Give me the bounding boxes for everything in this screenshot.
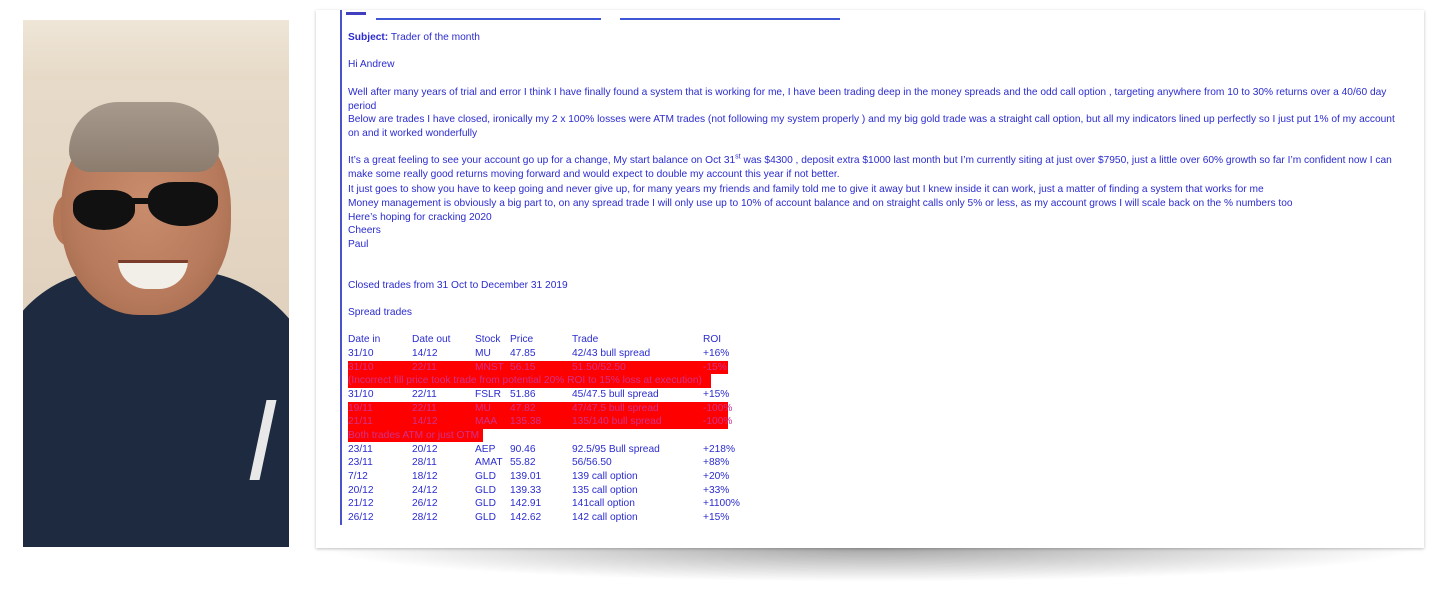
subject-label: Subject: [348,32,389,43]
cell-date-out: 22/11 [412,402,437,414]
cell-trade: 56/56.50 [572,457,612,469]
cell-trade: 47/47.5 bull spread [572,402,659,414]
cell-roi: +15% [703,388,730,400]
cell-price: 47.85 [510,348,536,359]
cell-roi: +20% [703,470,730,482]
cell-price: 135.38 [510,416,542,428]
header-date-in: Date in [348,334,381,345]
paragraph: Here’s hoping for cracking 2020 [348,212,492,223]
cell-price: 56.15 [510,361,536,373]
cell-price: 90.46 [510,443,536,455]
row-note: Both trades ATM or just OTM [348,429,480,441]
header-stock: Stock [475,334,501,345]
cell-stock: MU [475,348,491,359]
cell-stock: AMAT [475,457,503,469]
cell-price: 55.82 [510,457,536,469]
photo-hair [69,102,219,172]
cell-price: 51.86 [510,388,536,400]
cell-stock: GLD [475,511,496,523]
cell-date-in: 7/12 [348,470,368,482]
cell-trade: 139 call option [572,470,638,482]
cell-roi: +15% [703,511,730,523]
sunglasses-bridge [131,198,153,204]
cell-trade: 141call option [572,498,635,510]
trader-photo [23,20,289,547]
cell-stock: GLD [475,484,496,496]
spread-trades-title: Spread trades [348,307,412,318]
cell-date-in: 21/11 [348,416,373,428]
cell-date-in: 20/12 [348,484,374,496]
cell-date-out: 22/11 [412,388,437,400]
subject-text: Trader of the month [390,32,480,43]
cell-roi: -15% [703,361,727,373]
cell-price: 139.01 [510,470,542,482]
cell-date-out: 18/12 [412,470,438,482]
photo-background [23,20,289,80]
email-document [316,10,1424,548]
paragraph [348,154,1408,181]
cell-stock: MAA [475,416,498,428]
cell-date-in: 31/10 [348,388,374,400]
sunglasses-right-lens [148,182,218,226]
quote-bar [340,10,342,525]
cell-price: 142.62 [510,511,542,523]
cell-date-out: 24/12 [412,484,438,496]
cell-date-in: 21/12 [348,498,374,510]
cell-date-in: 19/11 [348,402,373,414]
cell-date-in: 23/11 [348,443,373,455]
cell-trade: 142 call option [572,511,638,523]
cell-roi: +16% [703,348,730,359]
cell-roi: +33% [703,484,730,496]
cell-date-in: 31/10 [348,361,374,373]
cell-roi: -100% [703,402,733,414]
row-highlight [348,361,728,375]
cell-stock: GLD [475,470,496,482]
paragraph: Money management is obviously a big part to, on any spread trade I will only use up to 10% of account balance and on straight calls only 5% or less, as my account grows I will scale back on the % numbers too [348,198,1293,209]
sunglasses-left-lens [73,190,135,230]
paragraph-text: It’s a great feeling to see your account go up for a change, My start balance on Oct 31 [348,155,736,166]
cell-stock: AEP [475,443,496,455]
row-highlight [348,402,728,416]
cell-date-out: 20/12 [412,443,438,455]
cut-email-link[interactable] [620,18,840,20]
header-price: Price [510,334,534,345]
cell-price: 47.82 [510,402,536,414]
cell-date-out: 28/11 [412,457,437,469]
cell-date-in: 23/11 [348,457,373,469]
cell-stock: GLD [475,498,496,510]
cell-date-out: 26/12 [412,498,438,510]
paragraph: Well after many years of trial and error I think I have finally found a system that is working for me, I have been trading deep in the money spreads and the odd call option , targeting anywhere from 10 to 30% returns over a 40/60 day period [348,87,1387,112]
header-date-out: Date out [412,334,451,345]
cell-price: 142.91 [510,498,542,510]
paragraph: It just goes to show you have to keep going and never give up, for many years my friends and family told me to give it away but I knew inside it can work, just a matter of finding a system that works for me [348,184,1264,195]
subject-line [348,31,480,45]
cell-roi: +88% [703,457,730,469]
cell-date-in: 26/12 [348,511,374,523]
cell-roi: -100% [703,416,733,428]
header-roi: ROI [703,334,722,345]
greeting: Hi Andrew [348,59,395,70]
cell-date-out: 14/12 [412,348,438,359]
cell-date-out: 22/11 [412,361,437,373]
signoff: Cheers [348,225,381,236]
superscript: st [735,153,741,161]
cell-trade: 135/140 bull spread [572,416,662,428]
cut-header-label [346,12,366,15]
cut-email-link[interactable] [376,18,601,20]
header-trade: Trade [572,334,599,345]
cell-stock: FSLR [475,388,502,400]
cell-stock: MU [475,402,491,414]
cell-date-out: 28/12 [412,511,438,523]
cell-trade: 92.5/95 Bull spread [572,443,660,455]
cell-trade: 42/43 bull spread [572,348,651,359]
paragraph-text: was $4300 , deposit extra $1000 last month but I’m currently siting at just over $7950, just a little over 60% growth so far I’m confident now I can make some really good returns moving forward and would expect to double my account this year if not better. [348,155,1392,180]
cell-roi: +218% [703,443,736,455]
cell-roi: +1100% [703,498,740,510]
cell-stock: MNST [475,361,504,373]
document-shadow [318,548,1424,582]
cell-price: 139.33 [510,484,542,496]
paragraph: Below are trades I have closed, ironically my 2 x 100% losses were ATM trades (not following my system properly ) and my big gold trade was a straight call option, but all my indicators lined up perfectly so I just put 1% of my account on and it worked wonderfully [348,114,1395,139]
cell-date-in: 31/10 [348,348,374,359]
cell-trade: 45/47.5 bull spread [572,388,659,400]
row-note: (Incorrect fill price took trade from potential 20% ROI to 15% loss at execution) [348,375,702,387]
cell-trade: 51.50/52.50 [572,361,626,373]
cell-trade: 135 call option [572,484,638,496]
closed-trades-title: Closed trades from 31 Oct to December 31 2019 [348,280,568,291]
cell-date-out: 14/12 [412,416,438,428]
sender-name: Paul [348,239,369,250]
